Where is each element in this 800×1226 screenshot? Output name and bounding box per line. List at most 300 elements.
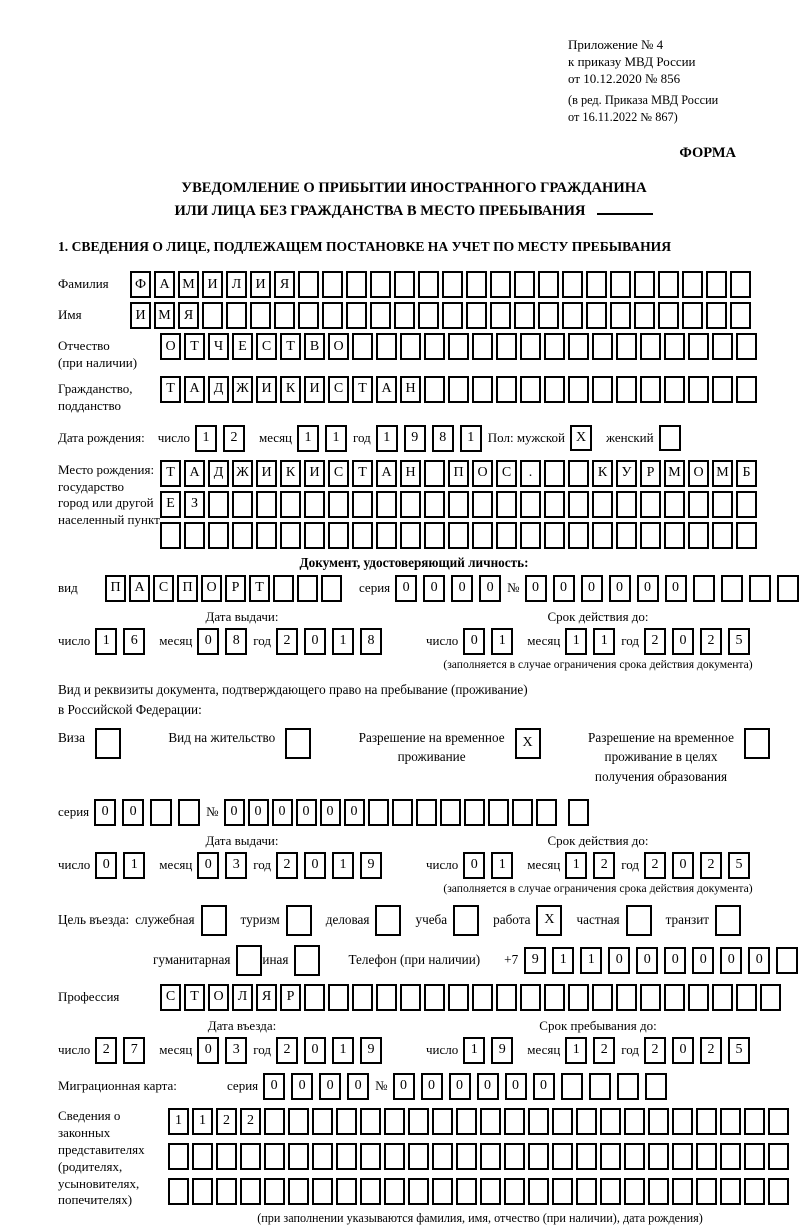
char-cell[interactable] xyxy=(416,799,437,826)
char-cell[interactable]: И xyxy=(304,460,325,487)
char-cell[interactable] xyxy=(562,302,583,329)
char-cell[interactable]: О xyxy=(688,460,709,487)
representatives-cells-1[interactable] xyxy=(168,1108,792,1135)
char-cell[interactable]: И xyxy=(130,302,151,329)
permit-valid-month[interactable] xyxy=(565,852,621,879)
checkbox-cell[interactable] xyxy=(285,728,311,759)
char-cell[interactable] xyxy=(150,799,172,826)
checkbox-cell[interactable] xyxy=(95,728,121,759)
char-cell[interactable]: Т xyxy=(184,333,205,360)
checkbox-cell[interactable] xyxy=(568,799,589,826)
char-cell[interactable]: 0 xyxy=(319,1073,341,1100)
char-cell[interactable] xyxy=(424,333,445,360)
char-cell[interactable] xyxy=(424,984,445,1011)
doc-issue-day[interactable] xyxy=(95,628,151,655)
char-cell[interactable] xyxy=(496,333,517,360)
char-cell[interactable] xyxy=(432,1178,453,1205)
migration-seriya-cells[interactable] xyxy=(263,1073,375,1100)
char-cell[interactable] xyxy=(472,522,493,549)
doc-issue-month[interactable] xyxy=(197,628,253,655)
char-cell[interactable]: 1 xyxy=(565,628,587,655)
checkbox-cell[interactable] xyxy=(286,905,312,936)
char-cell[interactable]: Д xyxy=(208,376,229,403)
char-cell[interactable]: 0 xyxy=(263,1073,285,1100)
char-cell[interactable] xyxy=(730,271,751,298)
char-cell[interactable]: Т xyxy=(184,984,205,1011)
char-cell[interactable]: М xyxy=(178,271,199,298)
char-cell[interactable]: Н xyxy=(400,460,421,487)
char-cell[interactable] xyxy=(392,799,413,826)
char-cell[interactable]: 0 xyxy=(197,1037,219,1064)
char-cell[interactable] xyxy=(640,984,661,1011)
char-cell[interactable] xyxy=(288,1143,309,1170)
char-cell[interactable]: Т xyxy=(160,460,181,487)
char-cell[interactable] xyxy=(610,271,631,298)
char-cell[interactable] xyxy=(552,1178,573,1205)
char-cell[interactable]: 5 xyxy=(728,1037,750,1064)
char-cell[interactable]: 0 xyxy=(637,575,659,602)
char-cell[interactable]: 0 xyxy=(197,628,219,655)
char-cell[interactable] xyxy=(240,1178,261,1205)
char-cell[interactable] xyxy=(648,1108,669,1135)
char-cell[interactable] xyxy=(448,333,469,360)
char-cell[interactable] xyxy=(273,575,294,602)
char-cell[interactable] xyxy=(576,1143,597,1170)
char-cell[interactable]: 9 xyxy=(360,852,382,879)
char-cell[interactable] xyxy=(645,1073,667,1100)
purpose-humanitarian-checkbox[interactable] xyxy=(236,945,262,976)
char-cell[interactable]: А xyxy=(376,376,397,403)
char-cell[interactable]: Р xyxy=(225,575,246,602)
char-cell[interactable] xyxy=(370,302,391,329)
char-cell[interactable] xyxy=(160,522,181,549)
char-cell[interactable]: А xyxy=(184,376,205,403)
char-cell[interactable] xyxy=(688,522,709,549)
char-cell[interactable]: 1 xyxy=(593,628,615,655)
char-cell[interactable] xyxy=(208,491,229,518)
char-cell[interactable] xyxy=(640,333,661,360)
char-cell[interactable] xyxy=(216,1178,237,1205)
char-cell[interactable]: Л xyxy=(226,271,247,298)
char-cell[interactable] xyxy=(520,491,541,518)
char-cell[interactable] xyxy=(312,1108,333,1135)
char-cell[interactable] xyxy=(589,1073,611,1100)
char-cell[interactable] xyxy=(658,302,679,329)
sex-female-checkbox[interactable] xyxy=(659,425,681,451)
stay-year[interactable] xyxy=(644,1037,756,1064)
char-cell[interactable] xyxy=(408,1108,429,1135)
visa-checkbox[interactable] xyxy=(95,728,121,759)
char-cell[interactable]: 1 xyxy=(460,425,482,452)
char-cell[interactable]: 1 xyxy=(565,1037,587,1064)
char-cell[interactable] xyxy=(376,491,397,518)
char-cell[interactable] xyxy=(528,1143,549,1170)
char-cell[interactable] xyxy=(298,271,319,298)
char-cell[interactable]: 1 xyxy=(491,852,513,879)
char-cell[interactable]: 0 xyxy=(463,628,485,655)
char-cell[interactable] xyxy=(706,271,727,298)
char-cell[interactable]: 5 xyxy=(728,628,750,655)
birth-day-cells[interactable] xyxy=(195,425,251,452)
char-cell[interactable]: 1 xyxy=(192,1108,213,1135)
char-cell[interactable] xyxy=(712,376,733,403)
char-cell[interactable]: К xyxy=(280,376,301,403)
char-cell[interactable] xyxy=(370,271,391,298)
char-cell[interactable]: 0 xyxy=(94,799,116,826)
char-cell[interactable] xyxy=(280,491,301,518)
char-cell[interactable]: 0 xyxy=(320,799,341,826)
char-cell[interactable] xyxy=(376,333,397,360)
char-cell[interactable]: О xyxy=(208,984,229,1011)
char-cell[interactable] xyxy=(448,984,469,1011)
char-cell[interactable] xyxy=(264,1108,285,1135)
char-cell[interactable]: 5 xyxy=(728,852,750,879)
char-cell[interactable] xyxy=(634,302,655,329)
char-cell[interactable] xyxy=(592,491,613,518)
checkbox-cell[interactable] xyxy=(294,945,320,976)
char-cell[interactable] xyxy=(688,376,709,403)
permit-issue-day[interactable] xyxy=(95,852,151,879)
char-cell[interactable]: А xyxy=(376,460,397,487)
sex-male-checkbox[interactable] xyxy=(570,425,592,451)
char-cell[interactable] xyxy=(256,522,277,549)
char-cell[interactable] xyxy=(610,302,631,329)
char-cell[interactable] xyxy=(720,1143,741,1170)
permit-valid-day[interactable] xyxy=(463,852,519,879)
char-cell[interactable]: 1 xyxy=(332,852,354,879)
profession-cells[interactable] xyxy=(160,984,784,1011)
char-cell[interactable]: 2 xyxy=(95,1037,117,1064)
char-cell[interactable]: Т xyxy=(280,333,301,360)
char-cell[interactable]: Р xyxy=(280,984,301,1011)
char-cell[interactable] xyxy=(664,333,685,360)
char-cell[interactable] xyxy=(424,460,445,487)
char-cell[interactable] xyxy=(672,1178,693,1205)
entry-month[interactable] xyxy=(197,1037,253,1064)
char-cell[interactable] xyxy=(682,271,703,298)
char-cell[interactable] xyxy=(418,302,439,329)
representatives-cells-3[interactable] xyxy=(168,1178,792,1205)
char-cell[interactable]: 1 xyxy=(332,1037,354,1064)
char-cell[interactable]: 1 xyxy=(195,425,217,452)
char-cell[interactable] xyxy=(712,491,733,518)
char-cell[interactable]: 2 xyxy=(644,852,666,879)
char-cell[interactable]: А xyxy=(129,575,150,602)
char-cell[interactable] xyxy=(408,1178,429,1205)
char-cell[interactable] xyxy=(424,522,445,549)
char-cell[interactable] xyxy=(640,376,661,403)
char-cell[interactable]: 0 xyxy=(347,1073,369,1100)
char-cell[interactable]: 0 xyxy=(505,1073,527,1100)
char-cell[interactable] xyxy=(168,1178,189,1205)
char-cell[interactable]: Б xyxy=(736,460,757,487)
char-cell[interactable]: 8 xyxy=(360,628,382,655)
char-cell[interactable]: 7 xyxy=(123,1037,145,1064)
char-cell[interactable]: О xyxy=(328,333,349,360)
char-cell[interactable]: Я xyxy=(274,271,295,298)
char-cell[interactable] xyxy=(664,376,685,403)
char-cell[interactable]: 0 xyxy=(636,947,658,974)
char-cell[interactable] xyxy=(544,522,565,549)
char-cell[interactable] xyxy=(696,1143,717,1170)
char-cell[interactable] xyxy=(744,1108,765,1135)
char-cell[interactable]: 2 xyxy=(276,1037,298,1064)
char-cell[interactable] xyxy=(600,1178,621,1205)
doc-issue-year[interactable] xyxy=(276,628,388,655)
char-cell[interactable]: Т xyxy=(352,460,373,487)
char-cell[interactable]: 0 xyxy=(296,799,317,826)
permit-number-cells[interactable] xyxy=(224,799,560,826)
char-cell[interactable] xyxy=(304,984,325,1011)
permit-issue-month[interactable] xyxy=(197,852,253,879)
char-cell[interactable] xyxy=(562,271,583,298)
char-cell[interactable]: З xyxy=(184,491,205,518)
char-cell[interactable]: 2 xyxy=(700,628,722,655)
char-cell[interactable] xyxy=(424,491,445,518)
char-cell[interactable]: Я xyxy=(256,984,277,1011)
char-cell[interactable] xyxy=(384,1143,405,1170)
char-cell[interactable] xyxy=(456,1178,477,1205)
char-cell[interactable] xyxy=(394,271,415,298)
char-cell[interactable] xyxy=(617,1073,639,1100)
char-cell[interactable] xyxy=(768,1143,789,1170)
permit-valid-year[interactable] xyxy=(644,852,756,879)
char-cell[interactable]: Т xyxy=(352,376,373,403)
checkbox-cell[interactable] xyxy=(715,905,741,936)
char-cell[interactable] xyxy=(736,376,757,403)
char-cell[interactable] xyxy=(496,376,517,403)
char-cell[interactable]: 2 xyxy=(644,1037,666,1064)
char-cell[interactable]: Т xyxy=(249,575,270,602)
char-cell[interactable] xyxy=(472,333,493,360)
checkbox-cell[interactable]: X xyxy=(536,905,562,936)
char-cell[interactable]: П xyxy=(177,575,198,602)
checkbox-cell[interactable] xyxy=(453,905,479,936)
char-cell[interactable]: 2 xyxy=(644,628,666,655)
char-cell[interactable]: Р xyxy=(640,460,661,487)
char-cell[interactable]: 0 xyxy=(248,799,269,826)
char-cell[interactable]: О xyxy=(472,460,493,487)
char-cell[interactable]: 0 xyxy=(664,947,686,974)
char-cell[interactable] xyxy=(490,271,511,298)
char-cell[interactable]: Д xyxy=(208,460,229,487)
checkbox-cell[interactable] xyxy=(236,945,262,976)
char-cell[interactable]: 0 xyxy=(272,799,293,826)
char-cell[interactable] xyxy=(592,984,613,1011)
char-cell[interactable]: 0 xyxy=(291,1073,313,1100)
char-cell[interactable]: 9 xyxy=(524,947,546,974)
char-cell[interactable] xyxy=(592,376,613,403)
char-cell[interactable] xyxy=(442,271,463,298)
char-cell[interactable] xyxy=(528,1178,549,1205)
char-cell[interactable] xyxy=(736,984,757,1011)
char-cell[interactable] xyxy=(616,333,637,360)
char-cell[interactable] xyxy=(480,1178,501,1205)
char-cell[interactable] xyxy=(192,1178,213,1205)
char-cell[interactable] xyxy=(346,271,367,298)
char-cell[interactable] xyxy=(568,460,589,487)
char-cell[interactable] xyxy=(456,1143,477,1170)
char-cell[interactable] xyxy=(312,1178,333,1205)
char-cell[interactable]: 0 xyxy=(748,947,770,974)
char-cell[interactable] xyxy=(664,522,685,549)
char-cell[interactable]: И xyxy=(250,271,271,298)
char-cell[interactable]: 2 xyxy=(276,628,298,655)
char-cell[interactable] xyxy=(600,1143,621,1170)
residence-checkbox[interactable] xyxy=(285,728,311,759)
char-cell[interactable] xyxy=(384,1108,405,1135)
char-cell[interactable] xyxy=(616,522,637,549)
char-cell[interactable] xyxy=(568,984,589,1011)
char-cell[interactable] xyxy=(576,1178,597,1205)
char-cell[interactable]: 2 xyxy=(700,1037,722,1064)
char-cell[interactable] xyxy=(688,333,709,360)
char-cell[interactable] xyxy=(424,376,445,403)
char-cell[interactable] xyxy=(408,1143,429,1170)
char-cell[interactable] xyxy=(432,1108,453,1135)
char-cell[interactable]: 0 xyxy=(720,947,742,974)
char-cell[interactable] xyxy=(360,1108,381,1135)
char-cell[interactable]: 0 xyxy=(665,575,687,602)
char-cell[interactable] xyxy=(490,302,511,329)
char-cell[interactable]: 0 xyxy=(609,575,631,602)
char-cell[interactable] xyxy=(616,376,637,403)
char-cell[interactable] xyxy=(472,491,493,518)
char-cell[interactable]: И xyxy=(202,271,223,298)
char-cell[interactable] xyxy=(624,1108,645,1135)
char-cell[interactable]: 0 xyxy=(525,575,547,602)
char-cell[interactable] xyxy=(664,491,685,518)
char-cell[interactable] xyxy=(634,271,655,298)
char-cell[interactable] xyxy=(472,376,493,403)
char-cell[interactable] xyxy=(693,575,715,602)
char-cell[interactable] xyxy=(336,1108,357,1135)
char-cell[interactable] xyxy=(352,333,373,360)
char-cell[interactable] xyxy=(706,302,727,329)
char-cell[interactable] xyxy=(592,333,613,360)
char-cell[interactable] xyxy=(696,1178,717,1205)
char-cell[interactable] xyxy=(520,522,541,549)
char-cell[interactable]: 0 xyxy=(608,947,630,974)
char-cell[interactable]: Ч xyxy=(208,333,229,360)
char-cell[interactable] xyxy=(576,1108,597,1135)
char-cell[interactable]: Ф xyxy=(130,271,151,298)
char-cell[interactable]: . xyxy=(520,460,541,487)
char-cell[interactable] xyxy=(672,1143,693,1170)
char-cell[interactable]: 2 xyxy=(276,852,298,879)
char-cell[interactable] xyxy=(208,522,229,549)
char-cell[interactable] xyxy=(744,1143,765,1170)
char-cell[interactable] xyxy=(232,491,253,518)
char-cell[interactable] xyxy=(448,491,469,518)
char-cell[interactable] xyxy=(744,1178,765,1205)
char-cell[interactable] xyxy=(552,1143,573,1170)
patronymic-cells[interactable] xyxy=(160,333,760,360)
char-cell[interactable] xyxy=(400,522,421,549)
char-cell[interactable] xyxy=(568,376,589,403)
char-cell[interactable]: 3 xyxy=(225,852,247,879)
char-cell[interactable]: 3 xyxy=(225,1037,247,1064)
char-cell[interactable] xyxy=(721,575,743,602)
char-cell[interactable]: Е xyxy=(160,491,181,518)
birthplace-cells-1[interactable] xyxy=(160,460,760,487)
char-cell[interactable] xyxy=(328,491,349,518)
char-cell[interactable] xyxy=(688,984,709,1011)
char-cell[interactable] xyxy=(624,1143,645,1170)
char-cell[interactable]: И xyxy=(256,460,277,487)
char-cell[interactable] xyxy=(466,302,487,329)
purpose-work-checkbox[interactable] xyxy=(536,905,562,936)
char-cell[interactable] xyxy=(184,522,205,549)
checkbox-cell[interactable] xyxy=(744,728,770,759)
char-cell[interactable] xyxy=(528,1108,549,1135)
char-cell[interactable] xyxy=(394,302,415,329)
char-cell[interactable] xyxy=(178,799,200,826)
char-cell[interactable] xyxy=(400,491,421,518)
checkbox-cell[interactable] xyxy=(375,905,401,936)
char-cell[interactable]: Ж xyxy=(232,460,253,487)
checkbox-cell[interactable]: X xyxy=(570,425,592,451)
char-cell[interactable]: О xyxy=(201,575,222,602)
purpose-business-checkbox[interactable] xyxy=(375,905,401,936)
char-cell[interactable]: 9 xyxy=(491,1037,513,1064)
char-cell[interactable]: 0 xyxy=(95,852,117,879)
char-cell[interactable] xyxy=(720,1178,741,1205)
char-cell[interactable] xyxy=(472,984,493,1011)
char-cell[interactable] xyxy=(616,984,637,1011)
char-cell[interactable] xyxy=(192,1143,213,1170)
doc-valid-year[interactable] xyxy=(644,628,756,655)
char-cell[interactable]: О xyxy=(160,333,181,360)
char-cell[interactable]: С xyxy=(328,376,349,403)
char-cell[interactable] xyxy=(304,522,325,549)
char-cell[interactable] xyxy=(400,984,421,1011)
char-cell[interactable] xyxy=(168,1143,189,1170)
doc-seriya-cells[interactable] xyxy=(395,575,507,602)
char-cell[interactable] xyxy=(352,984,373,1011)
char-cell[interactable] xyxy=(432,1143,453,1170)
char-cell[interactable] xyxy=(512,799,533,826)
char-cell[interactable] xyxy=(504,1178,525,1205)
purpose-tourism-checkbox[interactable] xyxy=(286,905,312,936)
char-cell[interactable]: 8 xyxy=(432,425,454,452)
char-cell[interactable] xyxy=(264,1143,285,1170)
migration-number-cells[interactable] xyxy=(393,1073,673,1100)
char-cell[interactable]: Л xyxy=(232,984,253,1011)
char-cell[interactable] xyxy=(561,1073,583,1100)
purpose-transit-checkbox[interactable] xyxy=(715,905,741,936)
name-cells[interactable] xyxy=(130,302,754,329)
char-cell[interactable] xyxy=(346,302,367,329)
char-cell[interactable]: 0 xyxy=(477,1073,499,1100)
char-cell[interactable]: П xyxy=(448,460,469,487)
char-cell[interactable] xyxy=(760,984,781,1011)
char-cell[interactable]: 0 xyxy=(122,799,144,826)
char-cell[interactable] xyxy=(202,302,223,329)
rvp-checkbox[interactable] xyxy=(515,728,541,759)
char-cell[interactable] xyxy=(368,799,389,826)
char-cell[interactable] xyxy=(250,302,271,329)
char-cell[interactable] xyxy=(298,302,319,329)
char-cell[interactable]: 0 xyxy=(304,1037,326,1064)
char-cell[interactable] xyxy=(672,1108,693,1135)
char-cell[interactable] xyxy=(504,1108,525,1135)
surname-cells[interactable] xyxy=(130,271,754,298)
char-cell[interactable] xyxy=(624,1178,645,1205)
char-cell[interactable] xyxy=(442,302,463,329)
char-cell[interactable]: М xyxy=(712,460,733,487)
char-cell[interactable] xyxy=(544,984,565,1011)
